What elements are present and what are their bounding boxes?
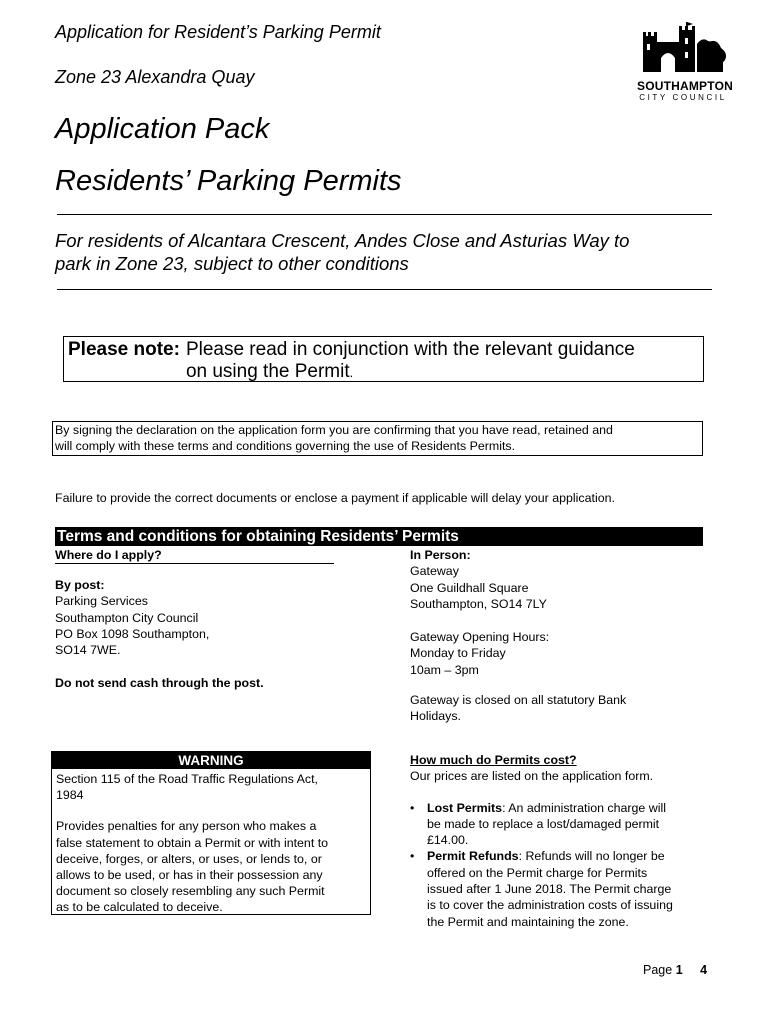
post-address-line: PO Box 1098 Southampton, — [55, 626, 210, 641]
cost-heading: How much do Permits cost? — [410, 753, 577, 767]
page-total: 4 — [700, 963, 708, 977]
header-zone: Zone 23 Alexandra Quay — [55, 67, 255, 87]
warning-title: WARNING — [52, 752, 370, 769]
divider-bottom — [57, 289, 712, 290]
terms-heading: Terms and conditions for obtaining Residents’ Permits — [55, 527, 703, 546]
page-label: Page — [643, 963, 673, 977]
post-address-line: Southampton City Council — [55, 610, 199, 625]
by-post-label: By post: — [55, 578, 105, 592]
please-note-label: Please note: — [68, 339, 180, 360]
permit-refunds-item: • Permit Refunds: Refunds will no longer be offered on the Permit charge for Permits issued after 1 June 2018. The Permit charge is to cover the administration costs of issuing the Permit and maintaining the zone. — [410, 848, 720, 929]
warning-body: Section 115 of the Road Traffic Regulations Act, 1984 Provides penalties for any person who makes a false statement to obtain a Permit or with intent to deceive, forges, or alters, or uses, or lends to, or allows to be used, or has in their possession any document so closely resembling any such Permit as to be calculated to deceive. — [56, 772, 329, 915]
declaration-box: By signing the declaration on the application form you are confirming that you have read, retained and will comply with these terms and conditions governing the use of Residents Permits. — [52, 421, 703, 456]
opening-hours-label: Gateway Opening Hours: — [410, 630, 550, 645]
by-post-section — [55, 577, 385, 692]
post-address-line: SO14 7WE. — [55, 643, 121, 658]
opening-hours: 10am – 3pm — [410, 662, 479, 677]
where-apply-heading: Where do I apply? — [55, 548, 334, 564]
eligibility-subtitle: For residents of Alcantara Crescent, Andes Close and Asturias Way to park in Zone 23, subject to other conditions — [55, 230, 630, 274]
gateway-address-line: One Guildhall Square — [410, 580, 529, 595]
gateway-address-line: Gateway — [410, 564, 459, 579]
council-subname: CITY COUNCIL — [639, 93, 727, 102]
failure-notice: Failure to provide the correct documents or enclose a payment if applicable will delay your application. — [55, 491, 615, 505]
cost-bullet-list — [410, 800, 720, 930]
pack-title: Application Pack — [55, 113, 270, 145]
warning-box — [51, 751, 371, 915]
cost-intro: Our prices are listed on the application form. — [410, 769, 654, 784]
please-note-text: Please read in conjunction with the relevant guidance on using the Permit. — [185, 339, 635, 382]
post-address-line: Parking Services — [55, 594, 148, 609]
council-logo — [637, 22, 733, 102]
page-number: 1 — [675, 963, 683, 977]
lost-permits-item: • Lost Permits: An administration charge will be made to replace a lost/damaged permit £14.00. — [410, 800, 720, 849]
divider-top — [57, 214, 712, 215]
permits-title: Residents’ Parking Permits — [55, 165, 402, 197]
bank-holiday-notice: Gateway is closed on all statutory Bank Holidays. — [410, 693, 627, 724]
page-footer — [643, 963, 707, 977]
in-person-section — [410, 547, 720, 725]
no-cash-notice: Do not send cash through the post. — [55, 676, 264, 691]
cost-section — [410, 752, 720, 930]
opening-days: Monday to Friday — [410, 646, 506, 661]
please-note-box — [63, 336, 704, 382]
council-name: SOUTHAMPTON — [637, 79, 733, 93]
in-person-label: In Person: — [410, 548, 471, 562]
gateway-address-line: Southampton, SO14 7LY — [410, 596, 547, 611]
castle-gate-icon — [637, 22, 729, 74]
header-title: Application for Resident’s Parking Permit — [55, 22, 381, 42]
